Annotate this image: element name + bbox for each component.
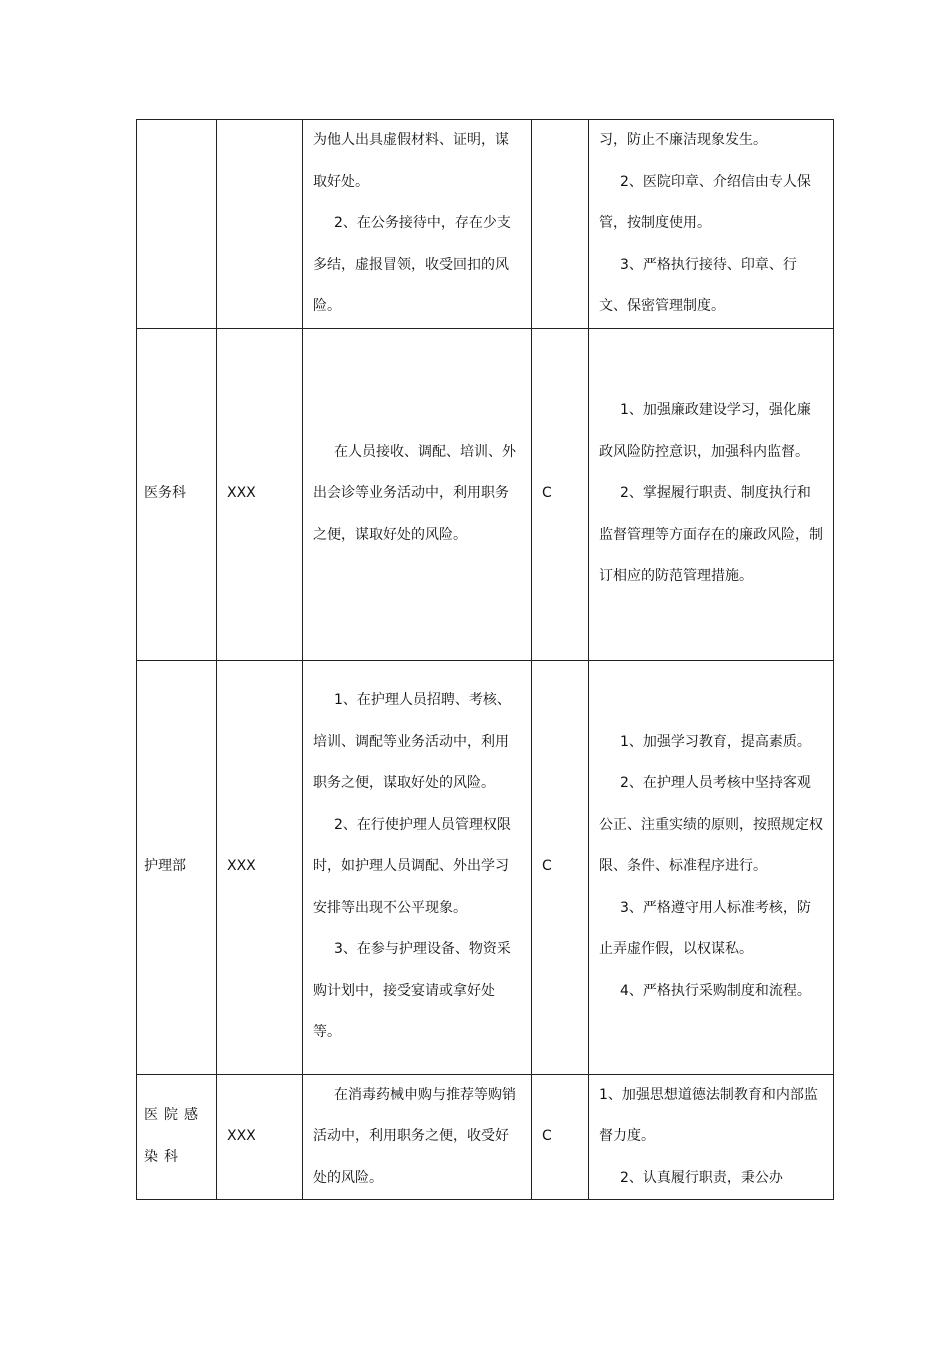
risk-cell — [303, 660, 532, 1074]
risk-paragraph: 在消毒药械申购与推荐等购销活动中，利用职务之便，收受好处的风险。 — [313, 1086, 516, 1186]
level-cell — [532, 328, 589, 660]
department-cell — [137, 328, 217, 660]
risk-level: C — [542, 485, 552, 502]
table-row — [137, 1074, 834, 1200]
person-cell — [217, 660, 303, 1074]
table-row — [137, 328, 834, 660]
risk-paragraph: 为他人出具虚假材料、证明，谋取好处。 — [313, 132, 509, 190]
department-name: 护理部 — [144, 858, 186, 875]
table-row — [137, 660, 834, 1074]
risk-cell — [303, 120, 532, 329]
risk-paragraph: 2、在行使护理人员管理权限时，如护理人员调配、外出学习安排等出现不公平现象。 — [313, 816, 511, 916]
measure-paragraph: 3、严格遵守用人标准考核，防止弄虚作假，以权谋私。 — [599, 899, 811, 958]
department-cell — [137, 120, 217, 329]
measure-paragraph: 1、加强学习教育，提高素质。 — [620, 733, 811, 750]
risk-paragraph: 3、在参与护理设备、物资采购计划中，接受宴请或拿好处等。 — [313, 941, 511, 1041]
risk-cell — [303, 1074, 532, 1200]
risk-paragraph: 2、在公务接待中，存在少支多结，虚报冒领，收受回扣的风险。 — [313, 215, 511, 314]
person-name: XXX — [227, 858, 256, 875]
measure-paragraph: 3、严格执行接待、印章、行文、保密管理制度。 — [599, 256, 797, 314]
measure-paragraph: 2、掌握履行职责、制度执行和监督管理等方面存在的廉政风险，制订相应的防范管理措施。 — [599, 485, 823, 585]
table-row — [137, 120, 834, 329]
measure-paragraph: 1、加强廉政建设学习，强化廉政风险防控意识，加强科内监督。 — [599, 402, 811, 460]
level-cell — [532, 1074, 589, 1200]
person-cell — [217, 328, 303, 660]
department-cell — [137, 1074, 217, 1200]
measure-paragraph: 2、医院印章、介绍信由专人保管，按制度使用。 — [599, 173, 811, 231]
person-cell — [217, 120, 303, 329]
person-name: XXX — [227, 1128, 256, 1144]
measure-paragraph: 习，防止不廉洁现象发生。 — [599, 132, 767, 148]
person-name: XXX — [227, 485, 256, 502]
measure-paragraph: 2、认真履行职责，秉公办 — [620, 1169, 783, 1186]
person-cell — [217, 1074, 303, 1200]
level-cell — [532, 660, 589, 1074]
risk-level: C — [542, 1128, 552, 1144]
measure-paragraph: 1、加强思想道德法制教育和内部监督力度。 — [599, 1086, 818, 1144]
risk-level: C — [542, 858, 552, 875]
risk-table — [136, 119, 834, 1200]
measures-cell — [589, 1074, 834, 1200]
risk-cell — [303, 328, 532, 660]
department-name: 医务科 — [144, 485, 186, 502]
level-cell — [532, 120, 589, 329]
measures-cell — [589, 660, 834, 1074]
measure-paragraph: 2、在护理人员考核中坚持客观公正、注重实绩的原则，按照规定权限、条件、标准程序进行。 — [599, 775, 823, 875]
measure-paragraph: 4、严格执行采购制度和流程。 — [620, 982, 811, 999]
department-name: 医院感染科 — [144, 1107, 204, 1165]
risk-paragraph: 在人员接收、调配、培训、外出会诊等业务活动中，利用职务之便，谋取好处的风险。 — [313, 443, 516, 543]
risk-paragraph: 1、在护理人员招聘、考核、培训、调配等业务活动中，利用职务之便，谋取好处的风险。 — [313, 692, 511, 792]
measures-cell — [589, 120, 834, 329]
measures-cell — [589, 328, 834, 660]
department-cell — [137, 660, 217, 1074]
